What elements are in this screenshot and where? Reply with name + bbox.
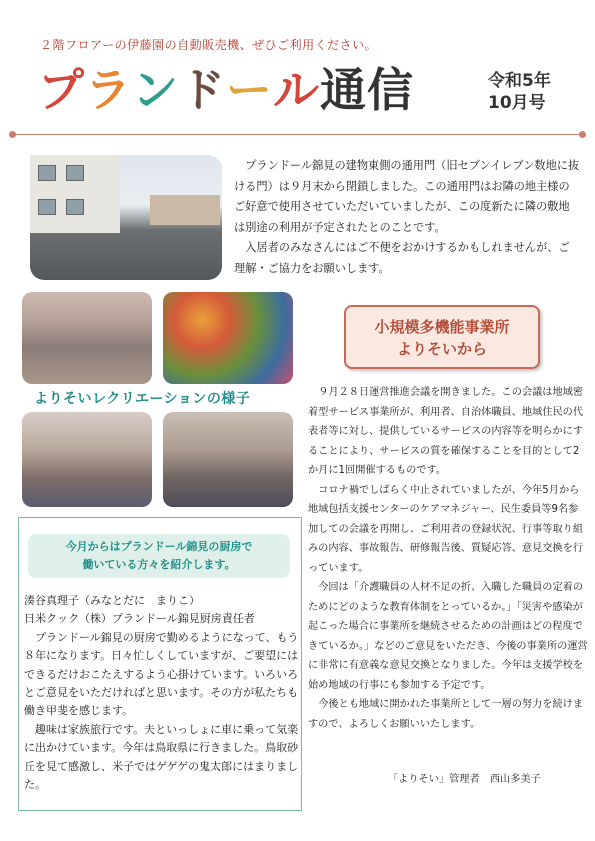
- issue-year: 令和5年: [488, 71, 551, 91]
- intro-article: [234, 156, 580, 280]
- staff-name: 湊谷真理子（みなとだに まりこ）: [24, 594, 200, 607]
- newsletter-title: [38, 62, 414, 118]
- kitchen-banner-line: 今月からはプランドール錦見の厨房で: [65, 540, 253, 553]
- building-photo: [30, 155, 222, 280]
- title-char: ド: [179, 63, 226, 117]
- title-char: ー: [226, 63, 273, 117]
- title-char: 通: [320, 63, 367, 117]
- staff-paragraph: プランドール錦見の厨房で勤めるようになって、もう８年になります。日々忙しくしていますが、ご要望にはできるだけおこたえするよう心掛けています。いろいろとご意見をいただければと思います。その方が私たちも働き甲斐を感じます。: [24, 630, 299, 718]
- report-paragraph: コロナ禍でしばらく中止されていましたが、今年5月から地域包括支援センターのケアマネジャー、民生委員等9名参加しての会議を再開し、ご利用者の登録状況、行事等取り組みの内容、事故報告、研修報告後、質疑応答、意見交換を行っています。: [308, 484, 584, 574]
- yorisoi-report: [308, 383, 588, 734]
- kitchen-banner-line: 働いている方々を紹介します。: [82, 558, 236, 571]
- recreation-photo: [163, 412, 293, 507]
- header-divider: [12, 134, 583, 135]
- top-note: ２階フロアーの伊藤園の自動販売機、ぜひご利用ください。: [40, 38, 378, 52]
- kitchen-banner: [28, 534, 290, 578]
- report-paragraph: 今後とも地域に開かれた事業所として一層の努力を続けますので、よろしくお願いいたします。: [308, 699, 584, 730]
- yorisoi-heading-line: 小規模多機能事業所: [374, 318, 510, 336]
- recreation-photo: [22, 292, 152, 384]
- recreation-photo: [163, 292, 293, 384]
- report-signature: 「よりそい」管理者 西山多美子: [388, 774, 541, 785]
- kitchen-staff-profile: [24, 592, 300, 794]
- yorisoi-heading-line: よりそいから: [396, 340, 487, 358]
- title-char: ル: [273, 63, 320, 117]
- yorisoi-heading: [344, 305, 540, 369]
- intro-paragraph: プランドール錦見の建物東側の通用門（旧セブンイレブン数地に抜ける門）は９月末から閉鎖しました。この通用門はお隣の地主様のご好意で使用させていただいていましたが、この度新たに隣の敷地は別途の利用が予定されたとのことです。: [234, 159, 580, 234]
- title-char: ン: [132, 63, 179, 117]
- staff-paragraph: 趣味は家族旅行です。夫といっしょに車に乗って気楽に出かけています。今年は鳥取県に行きました。鳥取砂丘を見て感激し、米子ではゲゲゲの鬼太郎にはまりました。: [24, 722, 299, 792]
- report-paragraph: ９月２８日運営推進会議を開きました。この会議は地域密着型サービス事業所が、利用者、自治体職員、地域住民の代表者等に対し、提供しているサービスの内容等を明らかにすることにより、サービスの質を確保することを目的として2か月に1回開催するものです。: [308, 387, 584, 476]
- title-char: プ: [38, 63, 85, 117]
- title-char: 信: [367, 63, 414, 117]
- issue-month: 10月号: [488, 93, 546, 113]
- recreation-photo: [22, 412, 152, 507]
- staff-role: 日米クック（株）プランドール錦見厨房責任者: [24, 612, 255, 626]
- issue-date: [488, 70, 551, 114]
- intro-paragraph: 入居者のみなさんにはご不便をおかけするかもしれませんが、ご理解・ご協力をお願いします。: [234, 241, 570, 275]
- report-paragraph: 今回は「介護職員の人材不足の折、入職した職員の定着のためにどのような教育体制をとっているか。」「災害や感染が起こった場合に事業所を継続させるための計画はどの程度できているか。」などのご意見をいただき、今後の事業所の運営に非常に有意義な意見交換となりました。今年は支援学校を始め地域の行事にも参加する予定です。: [308, 582, 588, 691]
- recreation-caption: よりそいレクリエーションの様子: [34, 391, 251, 407]
- title-char: ラ: [85, 63, 132, 117]
